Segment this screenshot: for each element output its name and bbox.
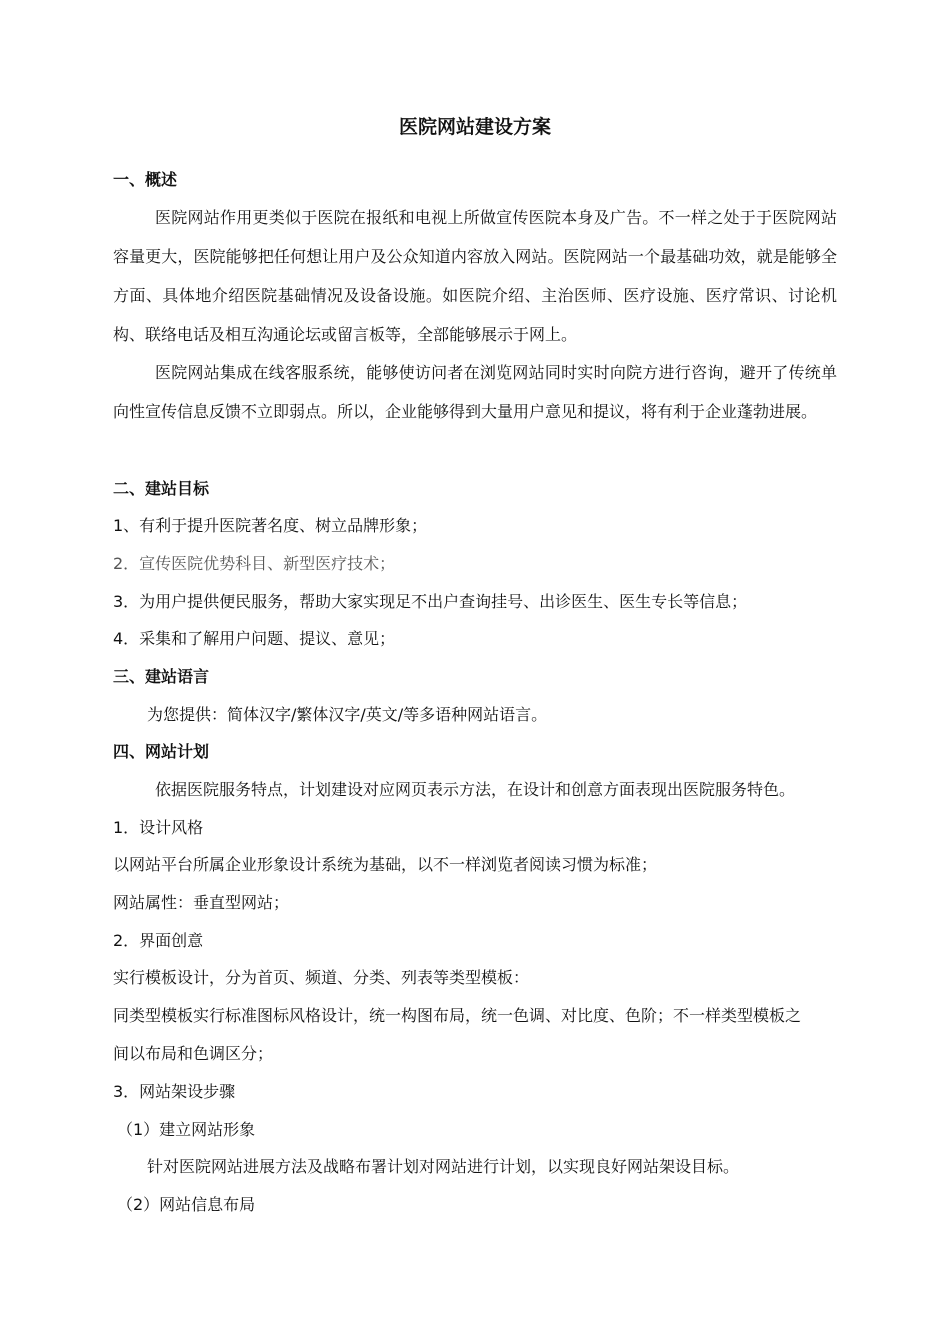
plan-line-step-1: （1）建立网站形象 xyxy=(117,1120,256,1139)
plan-line-steps: 3．网站架设步骤 xyxy=(113,1082,236,1101)
overview-paragraph-2: 医院网站集成在线客服系统，能够使访问者在浏览网站同时实时向院方进行咨询，避开了传统单向性宣传信息反馈不立即弱点。所以，企业能够得到大量用户意见和提议，将有利于企业蓬勃进展。 xyxy=(113,363,837,421)
section-heading-language: 三、建站语言 xyxy=(113,667,210,686)
plan-line-templates: 实行模板设计，分为首页、频道、分类、列表等类型模板： xyxy=(113,968,530,987)
plan-line-template-style-2: 间以布局和色调区分； xyxy=(113,1044,274,1063)
plan-line-step-2: （2）网站信息布局 xyxy=(117,1195,256,1214)
plan-line-design-basis: 以网站平台所属企业形象设计系统为基础，以不一样浏览者阅读习惯为标准； xyxy=(113,855,658,874)
document-title: 医院网站建设方案 xyxy=(398,116,551,138)
plan-line-site-type: 网站属性：垂直型网站； xyxy=(113,893,290,912)
plan-line-step-1-desc: 针对医院网站进展方法及战略布署计划对网站进行计划，以实现良好网站架设目标。 xyxy=(147,1157,740,1176)
goal-item-2: 2．宣传医院优势科目、新型医疗技术； xyxy=(113,554,396,573)
goal-item-3: 3．为用户提供便民服务，帮助大家实现足不出户查询挂号、出诊医生、医生专长等信息； xyxy=(113,592,748,611)
section-heading-goals: 二、建站目标 xyxy=(113,479,210,498)
plan-line-template-style-1: 同类型模板实行标准图标风格设计，统一构图布局，统一色调、对比度、色阶；不一样类型模板之 xyxy=(113,1006,802,1025)
goal-item-4: 4．采集和了解用户问题、提议、意见； xyxy=(113,629,396,648)
plan-intro: 依据医院服务特点，计划建设对应网页表示方法，在设计和创意方面表现出医院服务特色。 xyxy=(155,780,796,799)
overview-paragraph-1: 医院网站作用更类似于医院在报纸和电视上所做宣传医院本身及广告。不一样之处于于医院网站容量更大，医院能够把任何想让用户及公众知道内容放入网站。医院网站一个最基础功效，就是能够全方面、具体地介绍医院基础情况及设备设施。如医院介绍、主治医师、医疗设施、医疗常识、讨论机构、联络电话及相互沟通论坛或留言板等，全部能够展示于网上。 xyxy=(113,208,837,344)
section-heading-plan: 四、网站计划 xyxy=(113,742,210,761)
plan-line-interface: 2．界面创意 xyxy=(113,931,204,950)
goal-item-1: 1、有利于提升医院著名度、树立品牌形象； xyxy=(113,516,428,535)
plan-line-design-style: 1．设计风格 xyxy=(113,818,204,837)
section-heading-overview: 一、概述 xyxy=(113,170,178,189)
language-text: 为您提供：简体汉字/繁体汉字/英文/等多语种网站语言。 xyxy=(147,705,548,724)
